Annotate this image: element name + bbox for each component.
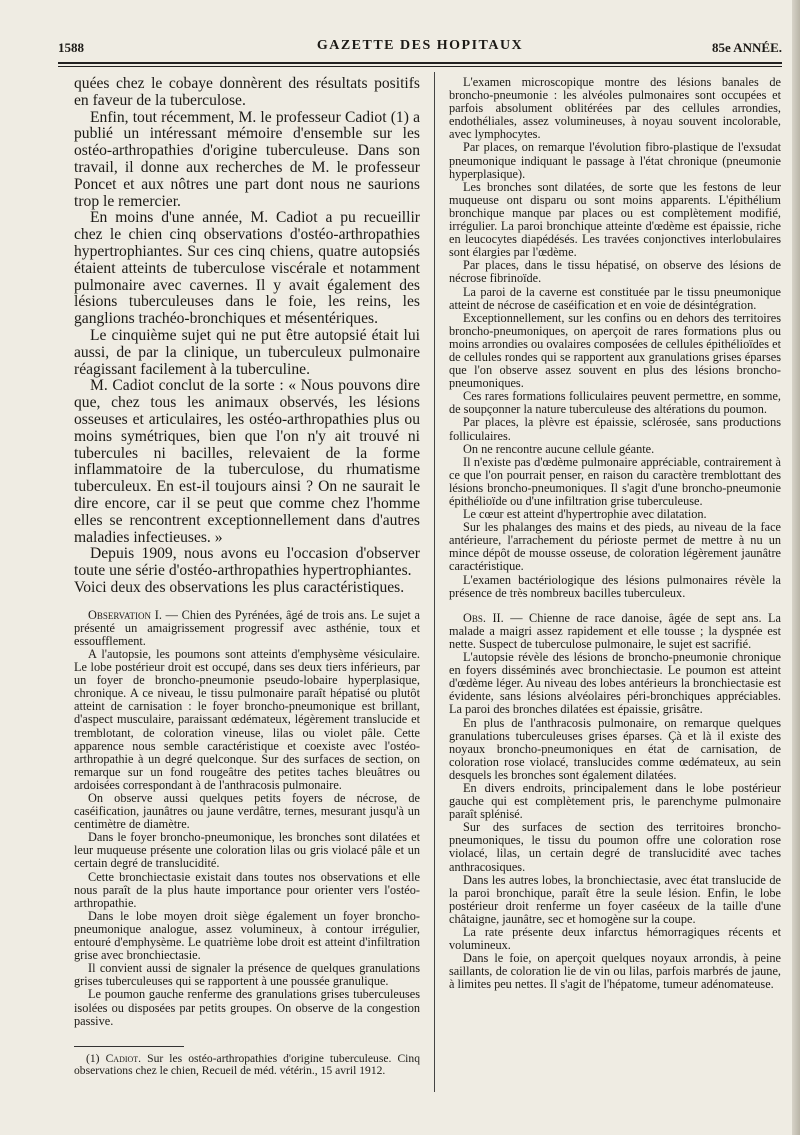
paragraph: En plus de l'anthracosis pulmonaire, on remarque quelques granulations tuberculeuses grises éparses. Çà et là il existe des noyaux broncho-pneumoniques en état de carnisation, de coloration rose violacé, translucides comme œdémateux, au sein desquels les bronches sont également dilatées. [449,715,781,782]
observation-label: Observation I. [88,607,162,622]
left-column [74,76,420,1078]
paragraph: Par places, on remarque l'évolution fibro-plastique de l'exsudat pneumonique indiquant le passage à l'état chronique (pneumonie hyperplasique). [449,140,781,181]
paragraph: En divers endroits, principalement dans le lobe postérieur gauche qui est complètement pris, le parenchyme pulmonaire paraît splénisé. [449,780,781,822]
paragraph: On observe aussi quelques petits foyers de nécrose, de caséification, jaunâtres ou jaune verdâtre, ternes, mesurant jusqu'à un centimètre de diamètre. [74,791,420,832]
paragraph: Le cinquième sujet qui ne put être autopsié était lui aussi, de par la clinique, un tuberculeux pulmonaire réagissant facilement à la tuberculine. [74,326,420,378]
footnote [74,1053,420,1078]
right-column [449,76,781,991]
paragraph: A l'autopsie, les poumons sont atteints d'emphysème vésiculaire. Le lobe postérieur droit est occupé, dans ses deux tiers inférieurs, par un foyer de broncho-pneumonie pseudo-lobaire hyperplasique, chronique. A ce niveau, le tissu pulmonaire paraît hépatisé ou plutôt atteint de carnisation : le foyer broncho-pneumonique est brillant, d'aspect musculaire, paraissant œdémateux, légèrement translucide et tremblotant, de coloration vineuse, lilas ou violet pâle. Cette apparence nous semble caractéristique et coexiste avec l'ostéo-arthropathie à un degré quelconque. Sur des surfaces de section, on remarque sur un fond rougeâtre des petites taches bleuâtres ou ardoisées correspondant à de l'anthracosis pulmonaire. [74,646,420,792]
journal-title: GAZETTE DES HOPITAUX [316,38,524,53]
footnote-label: (1) Cadiot. [86,1051,142,1065]
paragraph: La paroi de la caverne est constituée par le tissu pneumonique atteint de nécrose de caséification et en voie de désintégration. [449,284,781,312]
paragraph: quées chez le cobaye donnèrent des résultats positifs en faveur de la tuberculose. [74,75,420,109]
paragraph: Par places, la plèvre est épaissie, sclérosée, sans productions folliculaires. [449,415,781,443]
paragraph: Le cœur est atteint d'hypertrophie avec dilatation. [463,507,707,522]
paragraph: L'autopsie révèle des lésions de broncho-pneumonie chronique en foyers disséminés avec bronchiectasie. Le poumon est atteint d'œdème léger. Au niveau des lobes antérieurs la bronchiectasie est évidente, sans lésions alvéolaires péri-bronchiques appréciables. La paroi des bronches dilatées est épaissie, grisâtre. [449,650,781,717]
paragraph: Par places, dans le tissu hépatisé, on observe des lésions de nécrose fibrinoïde. [449,258,781,286]
footnote-rule [74,1046,184,1047]
paragraph: Dans le foie, on aperçoit quelques noyaux arrondis, à peine saillants, de coloration lie de vin ou lilas, parfois marbrés de jaune, à limites peu nettes. Il s'agit de l'hépatome, tumeur adénomateuse. [449,951,781,992]
observation-intro: — Chien des Pyrénées, âgé de trois ans. Le sujet a présenté un amaigrissement progressif avec asthénie, toux et essoufflement. [74,607,421,648]
year-label: 85e ANNÉE. [711,40,782,55]
paragraph: Enfin, tout récemment, M. le professeur Cadiot (1) a publié un intéressant mémoire d'ensemble sur les ostéo-arthropathies d'origine tuberculeuse. Dans son travail, il donne aux recherches de M. le professeur Poncet et aux nôtres une part dont nous ne saurions trop le remercier. [74,108,420,210]
paragraph: On ne rencontre aucune cellule géante. [463,441,655,456]
header-rule-thick [58,62,782,64]
paragraph: Cette bronchiectasie existait dans toutes nos observations et elle nous paraît de la plus haute importance pour orienter vers l'ostéo-arthropathie. [74,869,420,910]
header-rule-thin [58,66,782,67]
paragraph: Sur les phalanges des mains et des pieds, au niveau de la face antérieure, l'arrachement du périoste permet de mettre à nu un mince dépôt de mousse osseuse, de coloration légèrement jaunâtre caractéristique. [449,520,781,574]
paragraph: Ces rares formations folliculaires peuvent permettre, en somme, de soupçonner la nature tuberculeuse des altérations du poumon. [449,389,781,417]
paragraph: M. Cadiot conclut de la sorte : « Nous pouvons dire que, chez tous les animaux observés, les lésions osseuses et articulaires, les ostéo-arthropathies plus ou moins symétriques, bien que l'on n'y ait trouvé ni tubercules ni bacilles, relevaient de la forme inflammatoire de la tuberculose, du rhumatisme tuberculeux. En est-il toujours ainsi ? On ne saurait le dire encore, car il se peut que comme chez l'homme elles se rencontrent exceptionnellement dans d'autres maladies infectieuses. » [74,377,420,546]
paragraph: Dans le lobe moyen droit siège également un foyer broncho-pneumonique analogue, assez volumineux, à contour irrégulier, entouré d'emphysème. Le quatrième lobe droit est atteint d'infiltration grise avec bronchiectasie. [74,908,420,963]
paragraph: Il n'existe pas d'œdème pulmonaire appréciable, contrairement à ce que l'on pourrait penser, en raison du caractère tremblottant des lésions broncho-pneumoniques. Il s'agit d'une broncho-pneumonie épithélioïde ou d'une infiltration grise tuberculeuse. [449,454,781,508]
paragraph: Dans le foyer broncho-pneumonique, les bronches sont dilatées et leur muqueuse présente une coloration lilas ou gris violacé pâle et un certain degré de translucidité. [74,830,420,871]
paragraph: Les bronches sont dilatées, de sorte que les festons de leur muqueuse ont disparu ou sont moins apparents. L'épithélium bronchique manque par places ou est complètement modifié, irrégulier. La paroi bronchique atteinte d'œdème est épaissie, riche en leucocytes diapédésés. Les travées conjonctives interlobulaires sont élargies par l'œdème. [449,179,781,260]
paragraph: Sur des surfaces de section des territoires broncho-pneumoniques, le tissu du poumon offre une coloration rose violacé, lilas, un certain degré de translucidité avec taches anthracosiques. [449,820,781,874]
column-divider [434,72,435,1092]
page-number: 1588 [58,40,84,55]
paragraph: L'examen bactériologique des lésions pulmonaires révèle la présence de très nombreux bacilles tuberculeux. [449,572,781,600]
paragraph: Exceptionnellement, sur les confins ou en dehors des territoires broncho-pneumoniques, on aperçoit de rares formations plus ou moins arrondies ou ovalaires composées de cellules épithélioïdes et de cellules rondes qui se rapportent aux granulations grises éparses que l'on observe assez souvent en plus des lésions broncho-pneumoniques. [449,310,781,391]
paragraph: Il convient aussi de signaler la présence de quelques granulations grises tuberculeuses qui se rapportent à une poussée granulique. [74,961,420,989]
intro-section [74,76,420,597]
paragraph: Voici deux des observations les plus caractéristiques. [74,578,405,596]
paragraph: Depuis 1909, nous avons eu l'occasion d'observer toute une série d'ostéo-arthropathies hypertrophiantes. [74,545,420,580]
paragraph: Dans les autres lobes, la bronchiectasie, avec état translucide de la paroi bronchique, paraît être la seule lésion. Enfin, le lobe postérieur droit renferme un foyer caséeux de la taille d'une châtaigne, jaunâtre, sec et homogène sur la coupe. [449,872,781,926]
observation-1 [74,609,420,1028]
paragraph: Le poumon gauche renferme des granulations grises tuberculeuses isolées ou disposées par petits groupes. On observe de la congestion passive. [74,987,420,1028]
page-edge-shadow [792,0,800,1135]
running-header [58,38,782,60]
observation-label: Obs. II. [463,610,504,625]
paragraph: En moins d'une année, M. Cadiot a pu recueillir chez le chien cinq observations d'ostéo-arthropathies hypertrophiantes. Sur ces cinq chiens, quatre autopsiés étaient atteints de tuberculose viscérale et notamment pulmonaire avec cavernes. Il y avait également des lésions tuberculeuses dans le foie, les reins, les ganglions trachéo-bronchiques et mésentériques. [74,209,420,328]
paragraph: La rate présente deux infarctus hémorragiques récents et volumineux. [449,925,781,953]
paragraph: L'examen microscopique montre des lésions banales de broncho-pneumonie : les alvéoles pulmonaires sont occupées et parfois absolument oblitérées par des cellules arrondies, endothéliales, assez volumineuses, à noyau souvent incolorable, avec lymphocytes. [449,75,781,142]
observation-intro: — Chienne de race danoise, âgée de sept ans. La malade a maigri assez rapidement et elle tousse ; la dyspnée est nette. Suspect de tuberculose pulmonaire, le sujet est sacrifié. [449,610,781,651]
footnote-text: Sur les ostéo-arthropathies d'origine tuberculeuse. Cinq observations chez le chien, Recueil de méd. vétérin., 15 avril 1912. [74,1051,420,1078]
